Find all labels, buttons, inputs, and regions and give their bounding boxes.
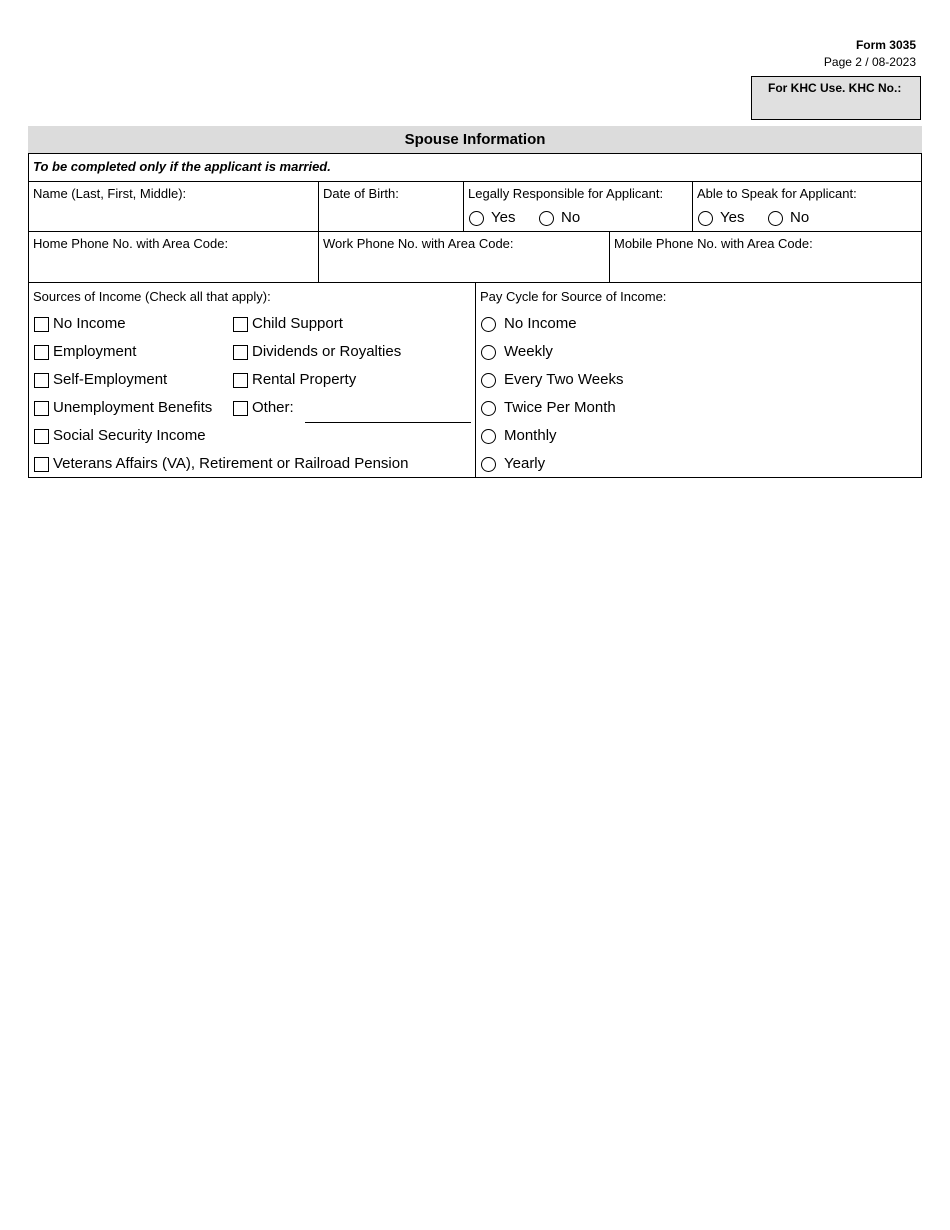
pay-cycle-section: [475, 282, 922, 478]
mobile-phone-field[interactable]: [609, 231, 922, 283]
social-security-checkbox[interactable]: [34, 429, 49, 444]
pay-cycle-twice-per-month-label: Twice Per Month: [504, 399, 616, 416]
able-to-speak-field: [692, 181, 922, 232]
pay-cycle-weekly-radio[interactable]: [481, 345, 496, 360]
pay-cycle-monthly-label: Monthly: [504, 427, 557, 444]
instruction-text: To be completed only if the applicant is married.: [33, 159, 331, 174]
legally-responsible-label: Legally Responsible for Applicant:: [468, 186, 664, 201]
able-to-speak-label: Able to Speak for Applicant:: [697, 186, 857, 201]
legally-responsible-field: [463, 181, 693, 232]
pay-cycle-every-two-weeks-radio[interactable]: [481, 373, 496, 388]
pay-cycle-no-income-label: No Income: [504, 315, 577, 332]
name-label: Name (Last, First, Middle):: [33, 186, 187, 201]
employment-checkbox[interactable]: [34, 345, 49, 360]
rental-property-label: Rental Property: [252, 371, 357, 388]
child-support-label: Child Support: [252, 315, 343, 332]
mobile-phone-label: Mobile Phone No. with Area Code:: [614, 236, 813, 251]
page-info: Page 2 / 08-2023: [823, 55, 916, 69]
dob-label: Date of Birth:: [323, 186, 399, 201]
pay-cycle-label: Pay Cycle for Source of Income:: [480, 289, 667, 304]
work-phone-label: Work Phone No. with Area Code:: [323, 236, 514, 251]
able-to-speak-no-radio[interactable]: [768, 211, 783, 226]
pay-cycle-every-two-weeks-label: Every Two Weeks: [504, 371, 624, 388]
income-sources-label: Sources of Income (Check all that apply):: [33, 289, 271, 304]
name-field[interactable]: [28, 181, 319, 232]
pay-cycle-yearly-label: Yearly: [504, 455, 546, 472]
child-support-checkbox[interactable]: [233, 317, 248, 332]
dividends-royalties-label: Dividends or Royalties: [252, 343, 402, 360]
pay-cycle-weekly-label: Weekly: [504, 343, 553, 360]
veterans-pension-checkbox[interactable]: [34, 457, 49, 472]
legally-responsible-yes-label: Yes: [491, 209, 516, 226]
home-phone-field[interactable]: [28, 231, 319, 283]
form-number: Form 3035: [855, 38, 916, 52]
legally-responsible-yes-radio[interactable]: [469, 211, 484, 226]
social-security-label: Social Security Income: [53, 427, 206, 444]
pay-cycle-twice-per-month-radio[interactable]: [481, 401, 496, 416]
dob-field[interactable]: [318, 181, 464, 232]
legally-responsible-no-label: No: [561, 209, 581, 226]
able-to-speak-yes-label: Yes: [720, 209, 745, 226]
no-income-label: No Income: [53, 315, 126, 332]
no-income-checkbox[interactable]: [34, 317, 49, 332]
rental-property-checkbox[interactable]: [233, 373, 248, 388]
income-sources-section: [28, 282, 476, 478]
unemployment-benefits-label: Unemployment Benefits: [53, 399, 213, 416]
employment-label: Employment: [53, 343, 137, 360]
self-employment-label: Self-Employment: [53, 371, 168, 388]
able-to-speak-yes-radio[interactable]: [698, 211, 713, 226]
section-title: Spouse Information: [28, 126, 922, 153]
other-income-input[interactable]: [305, 422, 471, 423]
unemployment-benefits-checkbox[interactable]: [34, 401, 49, 416]
work-phone-field[interactable]: [318, 231, 610, 283]
pay-cycle-no-income-radio[interactable]: [481, 317, 496, 332]
self-employment-checkbox[interactable]: [34, 373, 49, 388]
pay-cycle-monthly-radio[interactable]: [481, 429, 496, 444]
dividends-royalties-checkbox[interactable]: [233, 345, 248, 360]
instruction-row: [28, 153, 922, 182]
legally-responsible-no-radio[interactable]: [539, 211, 554, 226]
home-phone-label: Home Phone No. with Area Code:: [33, 236, 229, 251]
able-to-speak-no-label: No: [790, 209, 810, 226]
other-income-checkbox[interactable]: [233, 401, 248, 416]
veterans-pension-label: Veterans Affairs (VA), Retirement or Railroad Pension: [53, 455, 409, 472]
khc-use-box: [751, 76, 921, 120]
pay-cycle-yearly-radio[interactable]: [481, 457, 496, 472]
other-income-label: Other:: [252, 399, 294, 416]
khc-use-label: For KHC Use. KHC No.:: [768, 81, 902, 95]
